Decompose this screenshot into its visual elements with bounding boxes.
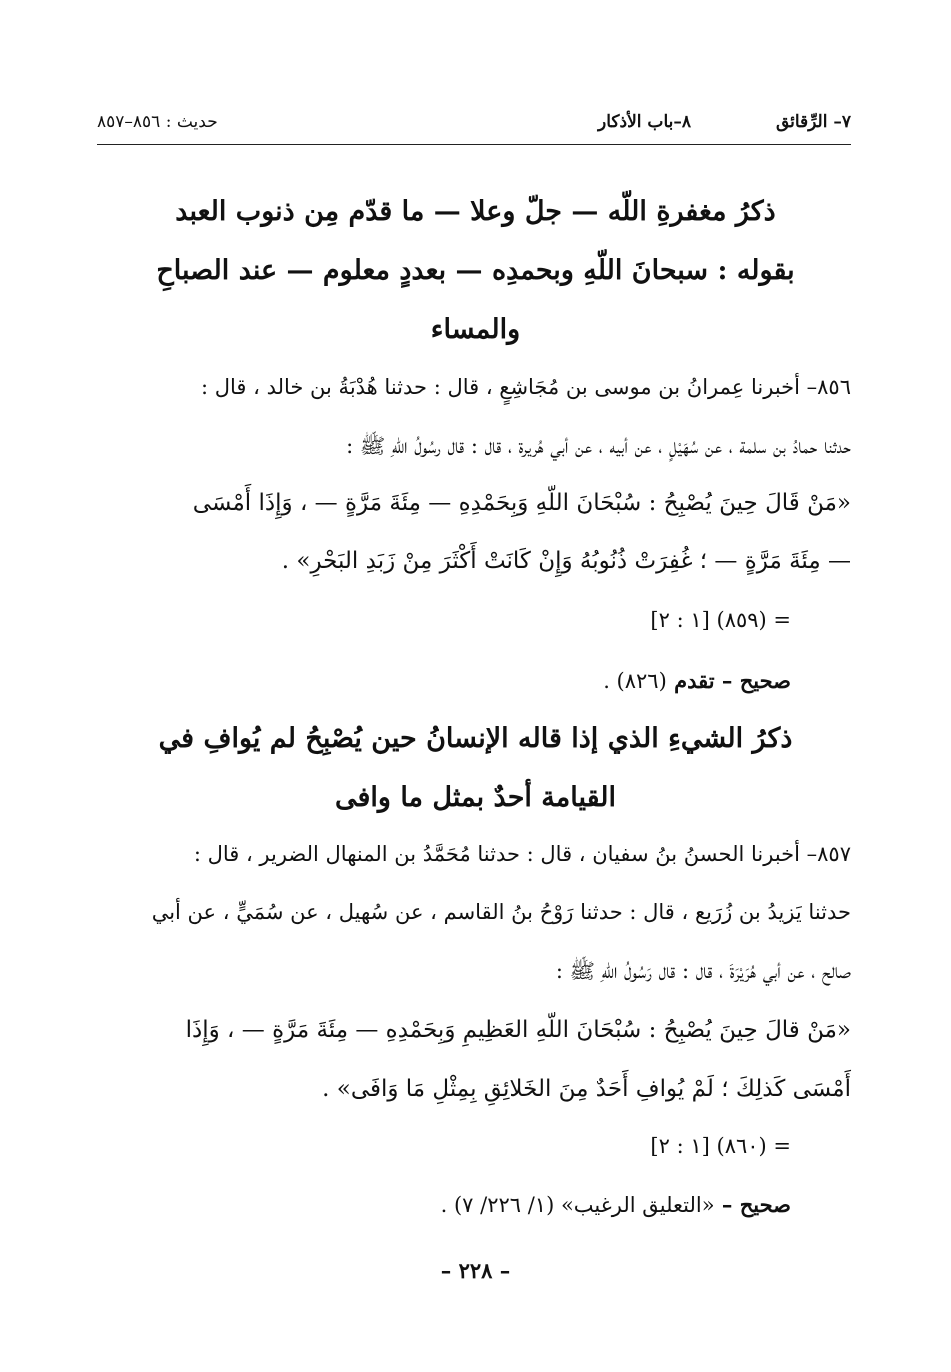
isnad-line: صالح ، عن أبي هُرَيْرَةَ ، قال : قال رَسُولُ اللّهِ ﷺ : — [555, 959, 851, 983]
matn-line: أَمْسَى كَذلِكَ ؛ لَمْ يُوافِ أَحَدٌ مِنَ الخَلائِقِ بِمِثْلِ مَا وَافَى» . — [322, 1076, 851, 1102]
isnad-line: ٨٥٦– أخبرنا عِمرانُ بن موسى بن مُجَاشِعٍ ، قال : حدثنا هُدْبَةُ بن خالد ، قال : — [201, 375, 851, 399]
isnad-line: حدثنا يَزيدُ بن زُرَيع ، قال : حدثنا رَوْحُ بنُ القاسم ، عن سُهيل ، عن سُمَيٍّ ، عن أبي — [151, 900, 851, 924]
page-number: – ٢٢٨ – — [440, 1258, 511, 1283]
section-heading-line: بقوله : سبحانَ اللّهِ وبحمدِه — بعددٍ معلوم — عند الصباحِ — [156, 255, 795, 286]
header-book-title: ٧– الرِّقائق — [775, 112, 851, 132]
grade-label: صحيح – — [721, 1192, 791, 1217]
section-heading-line: ذكرُ مغفرةِ اللّه — جلّ وعلا — ما قدّم مِن ذنوب العبد — [175, 196, 776, 227]
cross-reference: = (٨٥٩) [١ : ٢] — [650, 608, 791, 632]
grading-note — [441, 1192, 791, 1217]
header-hadith-range: حديث : ٨٥٦–٨٥٧ — [97, 112, 218, 132]
grading-note — [603, 668, 791, 693]
matn-line: — مِئَةَ مَرَّةٍ — ؛ غُفِرَتْ ذُنُوبُهُ وَإِنْ كَانَتْ أَكْثَرَ مِنْ زَبَدِ البَحْرِ» . — [281, 548, 851, 574]
running-header — [97, 108, 851, 145]
matn-line: «مَنْ قَالَ حِينَ يُصْبِحُ : سُبْحَانَ اللّهِ وَبِحَمْدِهِ — مِئَةَ مَرَّةٍ — ، وَإِذَا أَمْسَى — [192, 490, 851, 516]
grade-detail: «التعليق الرغيب» (١/ ٢٢٦/ ٧) . — [440, 1193, 715, 1217]
matn-line: «مَنْ قالَ حِينَ يُصْبِحُ : سُبْحَانَ اللّهِ العَظِيمِ وَبِحَمْدِهِ — مِئَةَ مَرَّةٍ — ، وَإِذَا — [185, 1017, 851, 1043]
header-chapter-title: ٨–باب الأذكار — [598, 112, 691, 132]
grade-detail: (٨٢٦) . — [603, 669, 667, 693]
isnad-line: ٨٥٧– أخبرنا الحسنُ بنُ سفيان ، قال : حدثنا مُحَمَّدُ بن المنهال الضرير ، قال : — [193, 842, 851, 866]
cross-reference: = (٨٦٠) [١ : ٢] — [650, 1134, 791, 1158]
section-heading-line: والمساء — [430, 314, 521, 345]
section-heading-line: القيامة أحدٌ بمثل ما وافى — [334, 782, 617, 813]
isnad-line: حدثنا حمادُ بن سلمة ، عن سُهَيْلٍ ، عن أبيه ، عن أبي هُريرة ، قال : قال رسُولُ اللّهِ ﷺ : — [346, 434, 851, 458]
section-heading-line: ذكرُ الشيءِ الذي إذا قاله الإنسانُ حين يُصْبِحُ لم يُوافِ في — [158, 723, 793, 754]
grade-label: صحيح – تقدم — [674, 668, 791, 693]
